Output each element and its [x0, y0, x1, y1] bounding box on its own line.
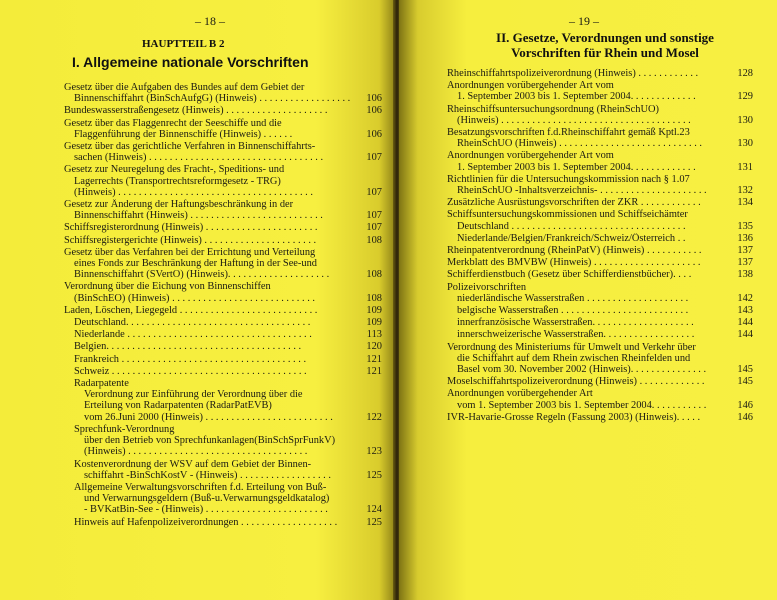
toc-entry-text: Gesetz über das Verfahren bei der Errichtung und Verteilung: [64, 246, 316, 258]
toc-entry: [447, 342, 753, 376]
toc-page-number: 125: [366, 469, 382, 481]
toc-entry-text: Bundeswasserstraßengesetz (Hinweis) . . . . . . . . . . . . . . . . . . . .: [64, 105, 328, 117]
toc-entry: [64, 341, 382, 352]
toc-page-number: 106: [366, 128, 382, 140]
toc-entry: [447, 245, 753, 256]
toc-entry-text: Niederlande . . . . . . . . . . . . . . . . . . . . . . . . . . . . . . . . . . . .: [74, 329, 312, 341]
toc-entry-text: schiffahrt -BinSchKostV - (Hinweis) . . . . . . . . . . . . . . . . . .: [84, 469, 331, 481]
toc-entry: [64, 317, 382, 328]
toc-page-number: 125: [366, 516, 382, 528]
toc-entry-text: Belgien. . . . . . . . . . . . . . . . . . . . . . . . . . . . . . . . . . . . . .: [74, 341, 302, 353]
toc-page-number: 121: [366, 365, 382, 377]
toc-entry-text: RheinSchUO -Inhaltsverzeichnis- . . . . . . . . . . . . . . . . . . . . .: [457, 185, 707, 197]
toc-entry: [64, 105, 382, 116]
toc-entry-text: Binnenschiffahrt (Hinweis) . . . . . . . . . . . . . . . . . . . . . . . . . .: [74, 210, 323, 222]
toc-entry-text: (Hinweis) . . . . . . . . . . . . . . . . . . . . . . . . . . . . . . . . . . . . . .: [74, 186, 313, 198]
toc-entry-text: eines Fonds zur Beschränkung der Haftung in der See-und: [74, 258, 317, 270]
toc-entry-text: Gesetz über das Flaggenrecht der Seeschiffe und die: [64, 117, 282, 129]
toc-entry-text: Moselschiffahrtspolizeiverordnung (Hinweis) . . . . . . . . . . . . .: [447, 376, 705, 388]
toc-page-number: 107: [366, 186, 382, 198]
toc-entry: [64, 281, 382, 303]
toc-entry-text: Anordnungen vorübergehender Art: [447, 388, 593, 400]
toc-entry-text: Zusätzliche Ausrüstungsvorschriften der ZKR . . . . . . . . . . . .: [447, 197, 701, 209]
toc-page-number: 134: [737, 197, 753, 209]
toc-entry: [64, 141, 382, 163]
toc-page-number: 129: [737, 91, 753, 103]
toc-entry: [447, 269, 753, 280]
toc-entry-text: vom 26.Juni 2000 (Hinweis) . . . . . . . . . . . . . . . . . . . . . . . . .: [84, 411, 333, 423]
toc-entry: [447, 127, 753, 149]
toc-entry-text: innerfranzösische Wasserstraßen. . . . . . . . . . . . . . . . . . . .: [457, 317, 694, 329]
toc-entry-text: 1. September 2003 bis 1. September 2004. . . . . . . . . . . . .: [457, 91, 696, 103]
toc-entry-text: Verordnung des Ministeriums für Umwelt und Verkehr über: [447, 341, 696, 353]
toc-entry: [64, 378, 382, 423]
toc-entry-text: Schweiz . . . . . . . . . . . . . . . . . . . . . . . . . . . . . . . . . . . . . .: [74, 365, 307, 377]
section-heading-right: II. Gesetze, Verordnungen und sonstige Vorschriften für Rhein und Mosel: [496, 30, 714, 60]
toc-page-number: 143: [737, 305, 753, 317]
toc-page-number: 142: [737, 292, 753, 304]
toc-entry-text: innerschweizerische Wasserstraßen. . . . . . . . . . . . . . . . . .: [457, 329, 695, 341]
toc-page-number: 145: [737, 364, 753, 376]
toc-page-number: 108: [366, 292, 382, 304]
toc-entry-text: Radarpatente: [74, 378, 129, 390]
toc-page-number: 144: [737, 329, 753, 341]
toc-entry-text: (Hinweis) . . . . . . . . . . . . . . . . . . . . . . . . . . . . . . . . . . .: [84, 446, 308, 458]
toc-page-number: 109: [366, 317, 382, 329]
toc-entry: [447, 257, 753, 268]
toc-page-number: 120: [366, 341, 382, 353]
toc-entry-text: Deutschland. . . . . . . . . . . . . . . . . . . . . . . . . . . . . . . . . . . .: [74, 317, 311, 329]
toc-page-number: 146: [737, 411, 753, 423]
toc-entry: [447, 104, 753, 126]
toc-entry-text: Lagerrechts (Transportrechtsreformgesetz - TRG): [74, 175, 281, 187]
toc-entry: [447, 209, 753, 231]
toc-entry: [447, 197, 753, 208]
toc-page-number: 107: [366, 222, 382, 234]
toc-entry-text: Schiffsuntersuchungskommissionen und Schiffseichämter: [447, 209, 688, 221]
toc-entry-text: Merkblatt des BMVBW (Hinweis) . . . . . . . . . . . . . . . . . . . . .: [447, 257, 701, 269]
toc-page-number: 106: [366, 93, 382, 105]
toc-page-number: 145: [737, 376, 753, 388]
toc-entry: [447, 80, 753, 102]
toc-entry: [447, 412, 753, 423]
toc-page-number: 131: [737, 161, 753, 173]
toc-entry-text: Rheinpatentverordnung (RheinPatV) (Hinweis) . . . . . . . . . . .: [447, 245, 702, 257]
toc-entry-text: Gesetz über das gerichtliche Verfahren in Binnenschiffahrts-: [64, 141, 316, 153]
toc-entry-text: Schifferdienstbuch (Gesetz über Schifferdienstbücher). . . .: [447, 269, 692, 281]
toc-entry-text: Rheinschiffsuntersuchungsordnung (RheinSchUO): [447, 103, 659, 115]
toc-entry-text: die Schiffahrt auf dem Rhein zwischen Rheinfelden und: [457, 352, 691, 364]
toc-list-right: [447, 68, 753, 424]
toc-entry: [64, 366, 382, 377]
toc-page-number: 107: [366, 152, 382, 164]
toc-entry: [447, 317, 753, 328]
toc-entry-text: Polizeivorschriften: [447, 281, 527, 293]
toc-entry: [447, 150, 753, 172]
toc-page-number: 107: [366, 210, 382, 222]
toc-entry-text: Verordnung zur Einführung der Verordnung über die: [84, 389, 303, 401]
toc-entry: [64, 517, 382, 528]
toc-entry-text: Anordnungen vorübergehender Art vom: [447, 150, 614, 162]
toc-entry-text: Sprechfunk-Verordnung: [74, 423, 175, 435]
toc-entry-text: Basel vom 30. November 2002 (Hinweis). . . . . . . . . . . . . . .: [457, 364, 707, 376]
toc-entry: [64, 222, 382, 233]
toc-page-number: 130: [737, 114, 753, 126]
toc-page-number: 123: [366, 446, 382, 458]
toc-entry: [447, 233, 753, 244]
toc-list-left: [64, 82, 382, 529]
toc-page-number: 113: [366, 329, 382, 341]
toc-entry: [64, 118, 382, 140]
toc-entry-text: (BinSchEO) (Hinweis) . . . . . . . . . . . . . . . . . . . . . . . . . . . .: [74, 292, 315, 304]
toc-entry-text: Binnenschiffahrt (BinSchAufgG) (Hinweis) . . . . . . . . . . . . . . . . . .: [74, 93, 351, 105]
toc-entry-text: - BVKatBin-See - (Hinweis) . . . . . . . . . . . . . . . . . . . . . . . .: [84, 504, 328, 516]
toc-entry-text: IVR-Havarie-Grosse Regeln (Fassung 2003) (Hinweis). . . . .: [447, 411, 701, 423]
toc-entry-text: Deutschland . . . . . . . . . . . . . . . . . . . . . . . . . . . . . . . . . .: [457, 220, 686, 232]
toc-page-number: 137: [737, 257, 753, 269]
toc-entry-text: Kostenverordnung der WSV auf dem Gebiet der Binnen-: [74, 458, 312, 470]
toc-entry: [64, 424, 382, 458]
toc-entry-text: 1. September 2003 bis 1. September 2004. . . . . . . . . . . . .: [457, 161, 696, 173]
toc-page-number: 106: [366, 105, 382, 117]
toc-entry-text: Verordnung über die Eichung von Binnenschiffen: [64, 281, 271, 293]
toc-entry: [64, 199, 382, 221]
toc-entry: [64, 482, 382, 516]
toc-entry-text: Erteilung von Radarpatenten (RadarPatEVB): [84, 400, 272, 412]
toc-entry: [64, 82, 382, 104]
toc-entry: [447, 174, 753, 196]
toc-entry-text: Binnenschiffahrt (SVertO) (Hinweis). . . . . . . . . . . . . . . . . . . .: [74, 269, 330, 281]
toc-entry-text: und Verwarnungsgeldern (Buß-u.Verwarnungsgeldkatalog): [84, 493, 330, 505]
toc-entry-text: Allgemeine Verwaltungsvorschriften f.d. Erteilung von Buß-: [74, 481, 327, 493]
toc-page-number: 137: [737, 245, 753, 257]
toc-entry-text: vom 1. September 2003 bis 1. September 2004. . . . . . . . . . .: [457, 399, 707, 411]
toc-entry-text: (Hinweis) . . . . . . . . . . . . . . . . . . . . . . . . . . . . . . . . . . . . .: [457, 114, 691, 126]
right-page: [399, 0, 777, 600]
toc-page-number: 108: [366, 234, 382, 246]
toc-entry: [64, 247, 382, 281]
toc-page-number: 121: [366, 353, 382, 365]
toc-entry: [64, 164, 382, 198]
toc-entry-text: Gesetz über die Aufgaben des Bundes auf dem Gebiet der: [64, 82, 305, 93]
toc-entry-text: Richtlinien für die Untersuchungskommission nach § 1.07: [447, 173, 690, 185]
toc-entry: [447, 388, 753, 410]
toc-entry-text: Rheinschiffahrtspolizeiverordnung (Hinweis) . . . . . . . . . . . .: [447, 68, 699, 79]
toc-entry-text: belgische Wasserstraßen . . . . . . . . . . . . . . . . . . . . . . . . .: [457, 305, 689, 317]
toc-entry: [64, 235, 382, 246]
toc-entry: [64, 459, 382, 481]
toc-entry: [64, 329, 382, 340]
toc-entry-text: Gesetz zur Änderung der Haftungsbeschränkung in der: [64, 199, 294, 211]
toc-entry-text: Frankreich . . . . . . . . . . . . . . . . . . . . . . . . . . . . . . . . . . . .: [74, 353, 307, 365]
section-heading-left: I. Allgemeine nationale Vorschriften: [72, 54, 309, 70]
toc-entry-text: sachen (Hinweis) . . . . . . . . . . . . . . . . . . . . . . . . . . . . . . . . . .: [74, 152, 324, 164]
page-number-left: – 18 –: [195, 14, 225, 28]
toc-entry: [447, 329, 753, 340]
page-number-right: – 19 –: [569, 14, 599, 28]
toc-entry-text: RheinSchUO (Hinweis) . . . . . . . . . . . . . . . . . . . . . . . . . . . .: [457, 138, 703, 150]
toc-entry-text: Besatzungsvorschriften f.d.Rheinschiffahrt gemäß Kptl.23: [447, 127, 690, 139]
toc-entry-text: Schiffsregistergerichte (Hinweis) . . . . . . . . . . . . . . . . . . . . . .: [64, 234, 317, 246]
toc-page-number: 130: [737, 138, 753, 150]
toc-entry: [447, 68, 753, 79]
toc-page-number: 124: [366, 504, 382, 516]
toc-page-number: 108: [366, 269, 382, 281]
part-heading: HAUPTTEIL B 2: [142, 38, 225, 50]
toc-page-number: 146: [737, 399, 753, 411]
toc-page-number: 136: [737, 232, 753, 244]
toc-entry: [447, 282, 753, 304]
toc-entry-text: über den Betrieb von Sprechfunkanlagen(BinSchSprFunkV): [84, 435, 336, 447]
toc-page-number: 144: [737, 317, 753, 329]
toc-entry-text: Anordnungen vorübergehender Art vom: [447, 80, 614, 92]
toc-entry-text: Schiffsregisterordnung (Hinweis) . . . . . . . . . . . . . . . . . . . . . .: [64, 222, 318, 234]
toc-entry-text: niederländische Wasserstraßen . . . . . . . . . . . . . . . . . . . .: [457, 292, 689, 304]
toc-entry-text: Hinweis auf Hafenpolizeiverordnungen . . . . . . . . . . . . . . . . . . .: [74, 516, 338, 528]
toc-page-number: 135: [737, 220, 753, 232]
toc-page-number: 122: [366, 411, 382, 423]
toc-entry: [64, 305, 382, 316]
toc-page-number: 128: [737, 68, 753, 79]
toc-entry-text: Laden, Löschen, Liegegeld . . . . . . . . . . . . . . . . . . . . . . . . . . .: [64, 304, 318, 316]
toc-entry: [447, 305, 753, 316]
toc-entry: [447, 376, 753, 387]
toc-page-number: 109: [366, 304, 382, 316]
toc-page-number: 138: [737, 269, 753, 281]
toc-entry: [64, 354, 382, 365]
toc-entry-text: Gesetz zur Neuregelung des Fracht-, Speditions- und: [64, 164, 285, 176]
toc-page-number: 132: [737, 185, 753, 197]
toc-entry-text: Niederlande/Belgien/Frankreich/Schweiz/Österreich . .: [457, 232, 686, 244]
toc-entry-text: Flaggenführung der Binnenschiffe (Hinweis) . . . . . .: [74, 128, 293, 140]
